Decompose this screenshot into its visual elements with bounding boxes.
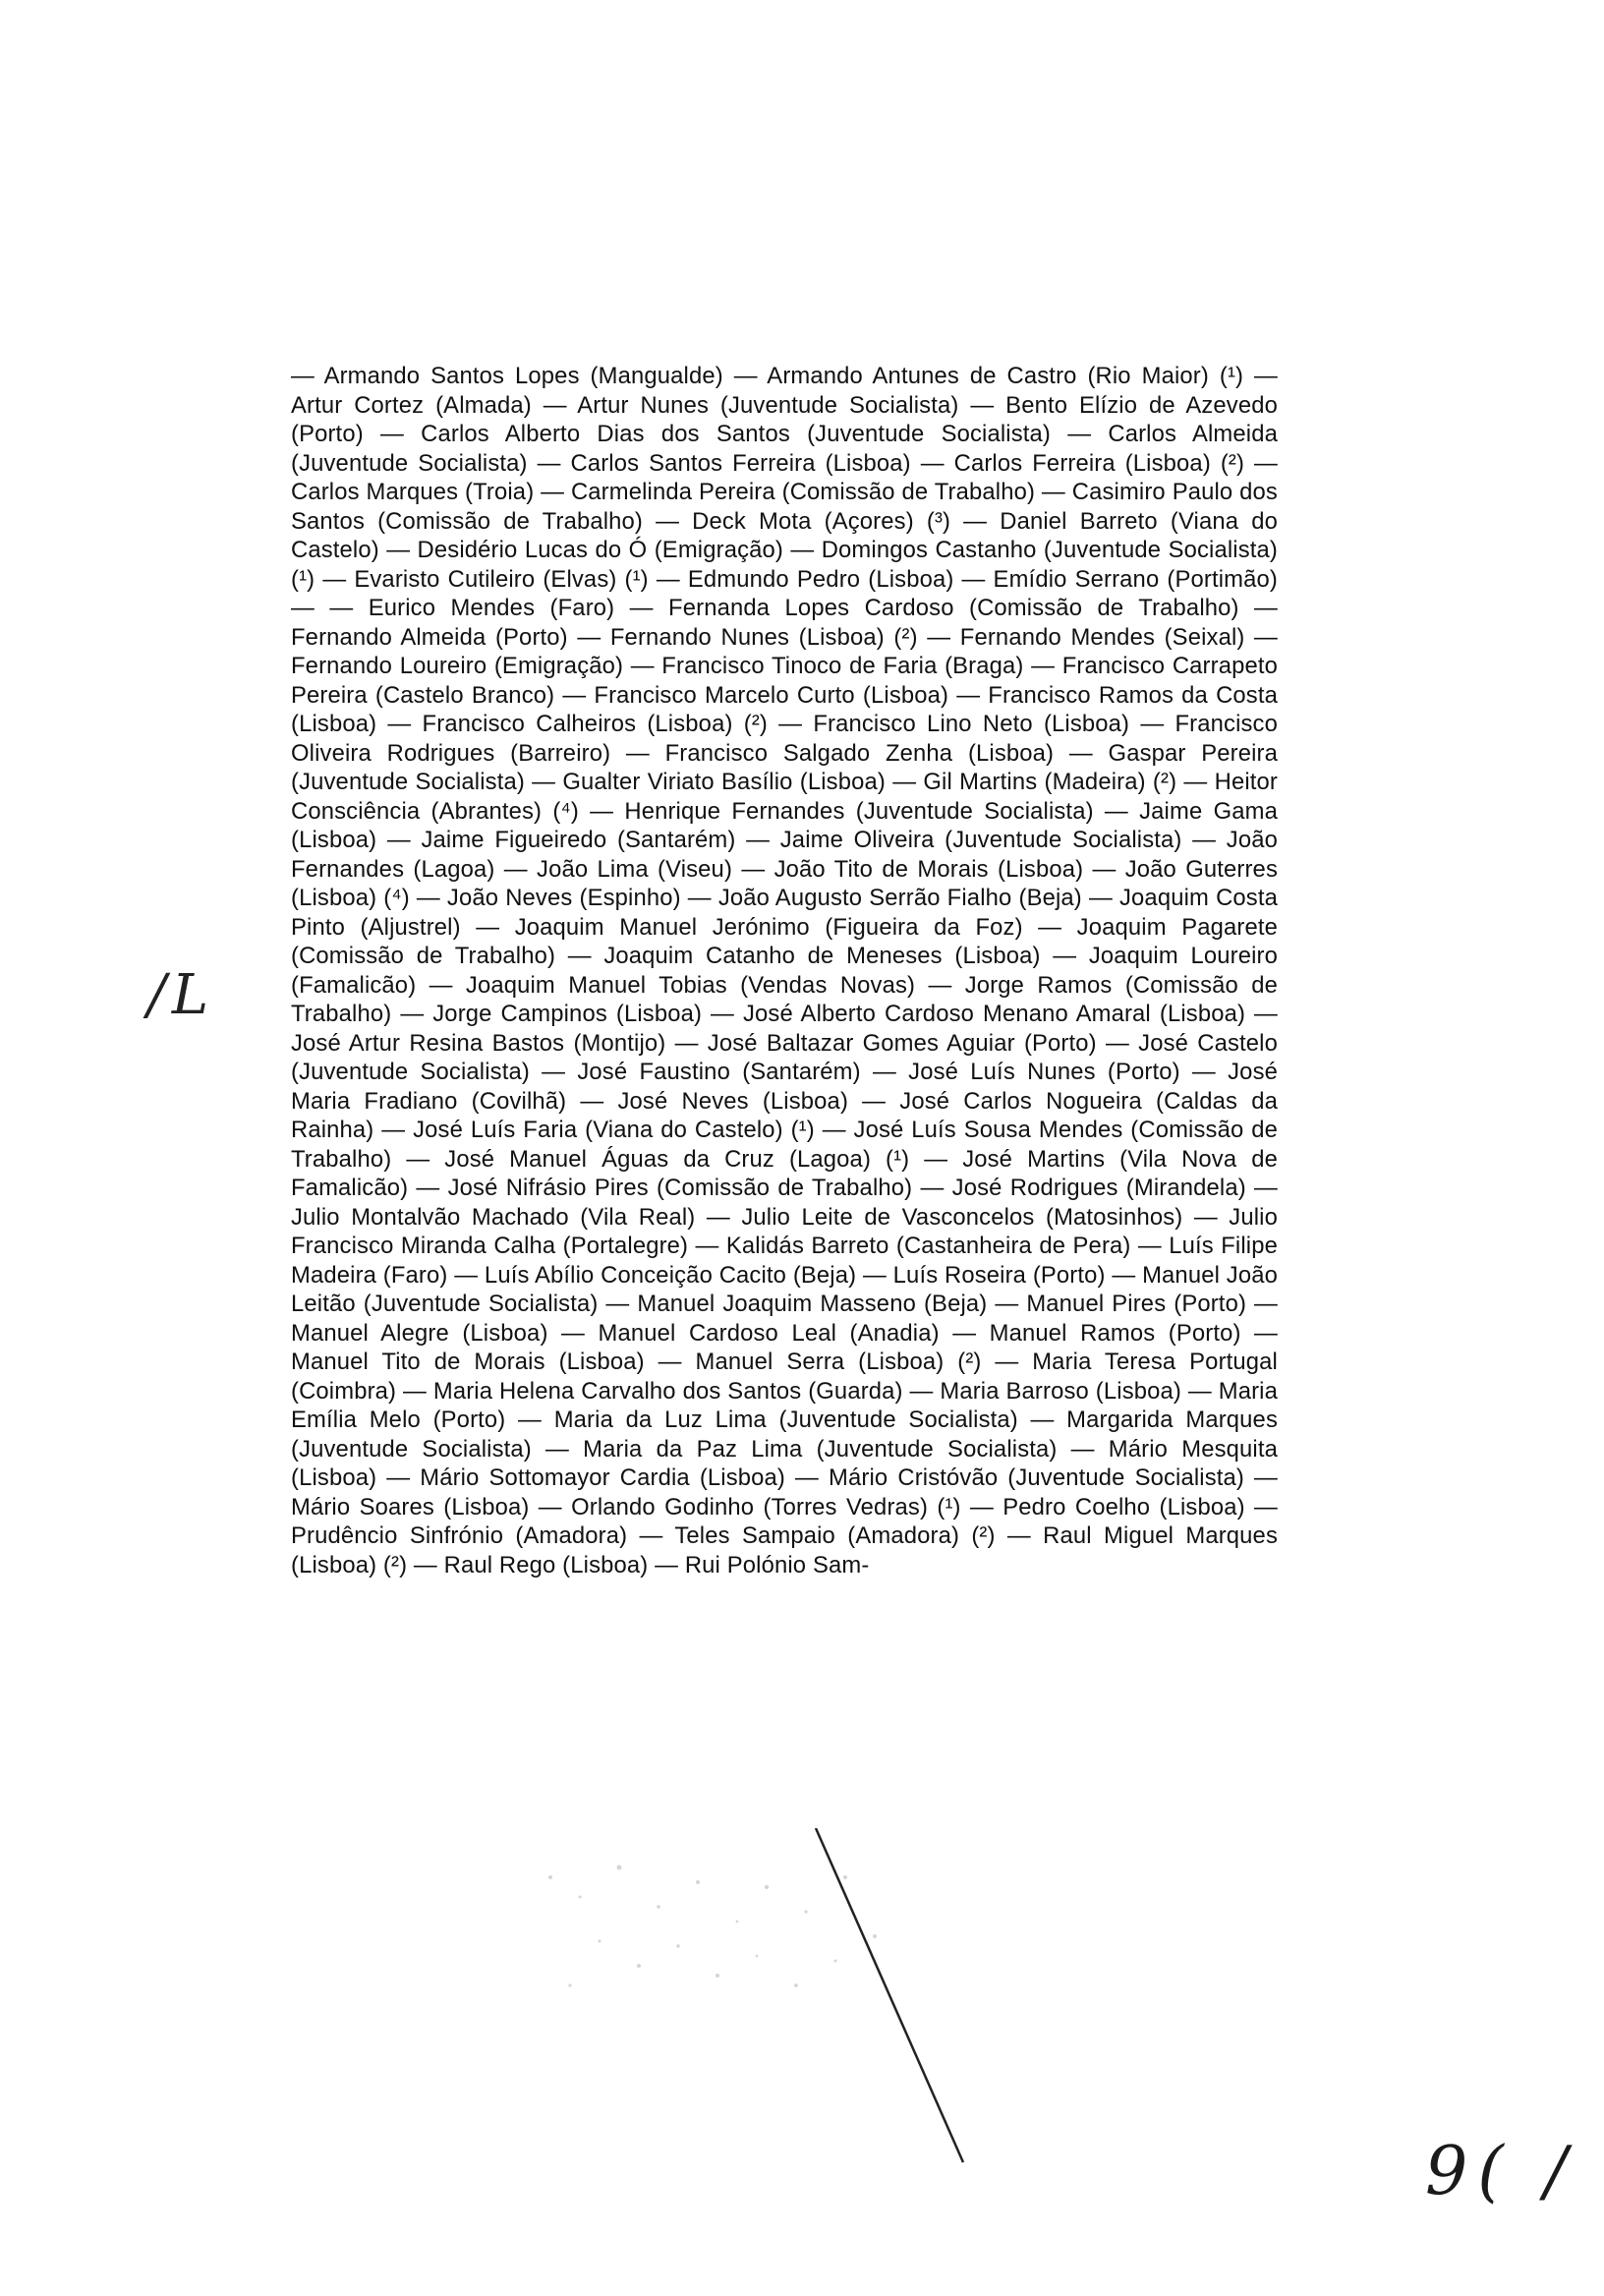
body-text-block xyxy=(291,362,1278,1579)
handwritten-pen-stroke xyxy=(806,1828,1002,2182)
participant-list-paragraph: — Armando Santos Lopes (Mangualde) — Armando Antunes de Castro (Rio Maior) (¹) — Artur Cortez (Almada) — Artur Nunes (Juventude Socialista) — Bento Elízio de Azevedo (Porto) — Carlos Alberto Dias dos Santos (Juventude Socialista) — Carlos Almeida (Juventude Socialista) — Carlos Santos Ferreira (Lisboa) — Carlos Ferreira (Lisboa) (²) — Carlos Marques (Troia) — Carmelinda Pereira (Comissão de Trabalho) — Casimiro Paulo dos Santos (Comissão de Trabalho) — Deck Mota (Açores) (³) — Daniel Barreto (Viana do Castelo) — Desidério Lucas do Ó (Emigração) — Domingos Castanho (Juventude Socialista) (¹) — Evaristo Cutileiro (Elvas) (¹) — Edmundo Pedro (Lisboa) — Emídio Serrano (Portimão) — — Eurico Mendes (Faro) — Fernanda Lopes Cardoso (Comissão de Trabalho) — Fernando Almeida (Porto) — Fernando Nunes (Lisboa) (²) — Fernando Mendes (Seixal) — Fernando Loureiro (Emigração) — Francisco Tinoco de Faria (Braga) — Francisco Carrapeto Pereira (Castelo Branco) — Francisco Marcelo Curto (Lisboa) — Francisco Ramos da Costa (Lisboa) — Francisco Calheiros (Lisboa) (²) — Francisco Lino Neto (Lisboa) — Francisco Oliveira Rodrigues (Barreiro) — Francisco Salgado Zenha (Lisboa) — Gaspar Pereira (Juventude Socialista) — Gualter Viriato Basílio (Lisboa) — Gil Martins (Madeira) (²) — Heitor Consciência (Abrantes) (⁴) — Henrique Fernandes (Juventude Socialista) — Jaime Gama (Lisboa) — Jaime Figueiredo (Santarém) — Jaime Oliveira (Juventude Socialista) — João Fernandes (Lagoa) — João Lima (Viseu) — João Tito de Morais (Lisboa) — João Guterres (Lisboa) (⁴) — João Neves (Espinho) — João Augusto Serrão Fialho (Beja) — Joaquim Costa Pinto (Aljustrel) — Joaquim Manuel Jerónimo (Figueira da Foz) — Joaquim Pagarete (Comissão de Trabalho) — Joaquim Catanho de Meneses (Lisboa) — Joaquim Loureiro (Famalicão) — Joaquim Manuel Tobias (Vendas Novas) — Jorge Ramos (Comissão de Trabalho) — Jorge Campinos (Lisboa) — José Alberto Cardoso Menano Amaral (Lisboa) — José Artur Resina Bastos (Montijo) — José Baltazar Gomes Aguiar (Porto) — José Castelo (Juventude Socialista) — José Faustino (Santarém) — José Luís Nunes (Porto) — José Maria Fradiano (Covilhã) — José Neves (Lisboa) — José Carlos Nogueira (Caldas da Rainha) — José Luís Faria (Viana do Castelo) (¹) — José Luís Sousa Mendes (Comissão de Trabalho) — José Manuel Águas da Cruz (Lagoa) (¹) — José Martins (Vila Nova de Famalicão) — José Nifrásio Pires (Comissão de Trabalho) — José Rodrigues (Mirandela) — Julio Montalvão Machado (Vila Real) — Julio Leite de Vasconcelos (Matosinhos) — Julio Francisco Miranda Calha (Portalegre) — Kalidás Barreto (Castanheira de Pera) — Luís Filipe Madeira (Faro) — Luís Abílio Conceição Cacito (Beja) — Luís Roseira (Porto) — Manuel João Leitão (Juventude Socialista) — Manuel Joaquim Masseno (Beja) — Manuel Pires (Porto) — Manuel Alegre (Lisboa) — Manuel Cardoso Leal (Anadia) — Manuel Ramos (Porto) — Manuel Tito de Morais (Lisboa) — Manuel Serra (Lisboa) (²) — Maria Teresa Portugal (Coimbra) — Maria Helena Carvalho dos Santos (Guarda) — Maria Barroso (Lisboa) — Maria Emília Melo (Porto) — Maria da Luz Lima (Juventude Socialista) — Margarida Marques (Juventude Socialista) — Maria da Paz Lima (Juventude Socialista) — Mário Mesquita (Lisboa) — Mário Sottomayor Cardia (Lisboa) — Mário Cristóvão (Juventude Socialista) — Mário Soares (Lisboa) — Orlando Godinho (Torres Vedras) (¹) — Pedro Coelho (Lisboa) — Prudêncio Sinfrónio (Amadora) — Teles Sampaio (Amadora) (²) — Raul Miguel Marques (Lisboa) (²) — Raul Rego (Lisboa) — Rui Polónio Sam- xyxy=(291,363,1278,1578)
handwritten-margin-mark: /L xyxy=(147,963,215,1027)
handwritten-page-number: 9( / xyxy=(1425,2133,1577,2210)
